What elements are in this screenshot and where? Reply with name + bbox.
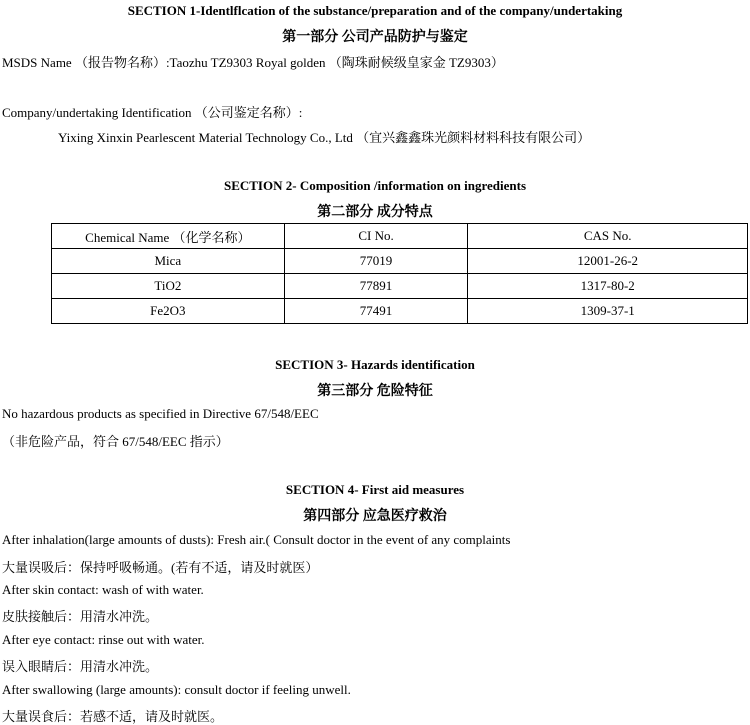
hazard-statement: No hazardous products as specified in Directive 67/548/EEC [2, 406, 319, 421]
section3-title-cn: 第三部分 危险特征 [317, 384, 433, 399]
company-identification-label: Company/undertaking Identification （公司鉴定名称）: [2, 105, 303, 120]
first-aid-swallowing: After swallowing (large amounts): consult doctor if feeling unwell. [2, 682, 351, 697]
first-aid-skin-cn: 皮肤接触后：用清水冲洗。 [2, 609, 159, 624]
table-row [52, 249, 748, 274]
cell-ci-no: 77891 [284, 274, 468, 299]
cell-cas-no: 1317-80-2 [468, 274, 748, 299]
cell-chemical-name: Mica [52, 249, 285, 274]
section4-title-cn: 第四部分 应急医疗救治 [303, 509, 447, 524]
section2-title-cn: 第二部分 成分特点 [317, 205, 433, 220]
header-ci-no: CI No. [284, 224, 468, 249]
first-aid-swallowing-cn: 大量误食后：若感不适，请及时就医。 [2, 709, 224, 724]
table-row [52, 299, 748, 324]
section3-title: SECTION 3- Hazards identification [275, 357, 475, 372]
composition-table [51, 223, 748, 324]
header-cas-no: CAS No. [468, 224, 748, 249]
first-aid-skin: After skin contact: wash of with water. [2, 582, 204, 597]
first-aid-eye: After eye contact: rinse out with water. [2, 632, 205, 647]
msds-name: MSDS Name （报告物名称）:Taozhu TZ9303 Royal golden （陶珠耐候级皇家金 TZ9303） [2, 55, 504, 70]
first-aid-inhalation: After inhalation(large amounts of dusts): Fresh air.( Consult doctor in the event of any complaints [2, 532, 511, 547]
header-chemical-name: Chemical Name （化学名称） [52, 224, 285, 249]
cell-ci-no: 77491 [284, 299, 468, 324]
cell-chemical-name: Fe2O3 [52, 299, 285, 324]
cell-chemical-name: TiO2 [52, 274, 285, 299]
table-row [52, 274, 748, 299]
section2-title: SECTION 2- Composition /information on ingredients [223, 178, 527, 193]
cell-ci-no: 77019 [284, 249, 468, 274]
hazard-statement-cn: （非危险产品，符合 67/548/EEC 指示） [2, 434, 229, 449]
cell-cas-no: 12001-26-2 [468, 249, 748, 274]
first-aid-eye-cn: 误入眼睛后：用清水冲洗。 [2, 659, 159, 674]
cell-cas-no: 1309-37-1 [468, 299, 748, 324]
table-header-row [52, 224, 748, 249]
section1-title: SECTION 1-Identlflcation of the substance/preparation and of the company/undertaking [127, 3, 623, 18]
company-name: Yixing Xinxin Pearlescent Material Technology Co., Ltd （宜兴鑫鑫珠光颜料材料科技有限公司） [58, 130, 591, 145]
section1-title-cn: 第一部分 公司产品防护与鉴定 [282, 30, 468, 45]
section4-title: SECTION 4- First aid measures [285, 482, 465, 497]
first-aid-inhalation-cn: 大量误吸后：保持呼吸畅通。(若有不适，请及时就医） [2, 560, 319, 575]
